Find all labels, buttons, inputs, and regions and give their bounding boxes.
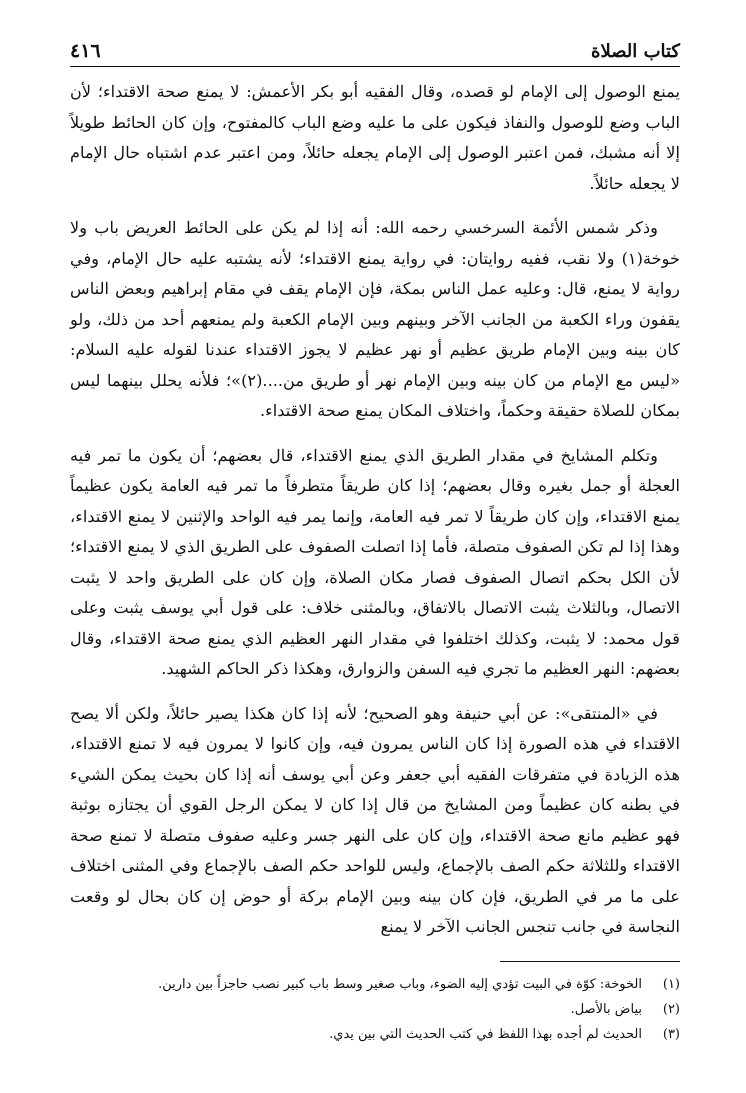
footnote-number: (١) [662, 976, 680, 992]
main-text [70, 77, 680, 943]
footnote-number: (٣) [662, 1026, 680, 1042]
paragraph: يمنع الوصول إلى الإمام لو قصده، وقال الفقيه أبو بكر الأعمش: لا يمنع صحة الاقتداء؛ لأن الباب وضع للوصول والنفاذ فيكون على ما عليه وضع الباب كالمفتوح، وإن كان الحائط طويلاً إلا أنه مشبك، فمن اعتبر الوصول إلى الإمام يجعله حائلاً، ومن اعتبر عدم اشتباه حال الإمام لا يجعله حائلاً. [70, 82, 680, 193]
footnote-number: (٢) [662, 1001, 680, 1017]
paragraph: وتكلم المشايخ في مقدار الطريق الذي يمنع الاقتداء، قال بعضهم؛ أن يكون ما تمر فيه العجلة أو جمل بغيره وقال بعضهم؛ إذا كان طريقاً متطرفاً ما تمر فيه العامة يكون عظيماً يمنع الاقتداء، وإن كان طريقاً لا تمر فيه العامة، وإنما يمر فيه الواحد والإثنين لا يمنع الاقتداء، وهذا إذا لم تكن الصفوف متصلة، فأما إذا اتصلت الصفوف على الطريق الذي لا يمنع الاقتداء؛ لأن الكل بحكم اتصال الصفوف فصار مكان الصلاة، وإن كان على الطريق واحد لا يثبت الاتصال، وبالثلاث يثبت الاتصال بالاتفاق، وبالمثنى خلاف: على قول أبي يوسف يثبت وعلى قول محمد: لا يثبت، وكذلك اختلفوا في مقدار النهر العظيم الذي يمنع صحة الاقتداء، وقال بعضهم: النهر العظيم ما تجري فيه السفن والزوارق، وهكذا ذكر الحاكم الشهيد. [70, 445, 680, 678]
paragraph: وذكر شمس الأئمة السرخسي رحمه الله: أنه إذا لم يكن على الحائط العريض باب ولا خوخة(١) ولا نقب، ففيه روايتان: في رواية يمنع الاقتداء؛ لأنه يشتبه عليه حال الإمام، وفي رواية لا يمنع، قال: وعليه عمل الناس بمكة، فإن الإمام يقف في مقام إبراهيم وبعض الناس يقفون وراء الكعبة من الجانب الآخر وبينهم وبين الإمام الكعبة ولم يمنعهم أحد من ذلك، ولو كان بينه وبين الإمام طريق عظيم أو نهر عظيم لا يجوز الاقتداء عندنا لقوله عليه السلام: «ليس مع الإمام من كان بينه وبين الإمام نهر أو طريق من....(٢)»؛ فلأنه يحلل بينهما ليس بمكان للصلاة حقيقة وحكماً، واختلاف المكان يمنع صحة الاقتداء. [70, 218, 680, 420]
footnote-text: بياض بالأصل. [570, 1001, 642, 1017]
footnote [70, 997, 680, 1022]
footnote-text: الخوخة: كوّة في البيت تؤدي إليه الضوء، وباب صغير وسط باب كبير نصب حاجزاً بين دارين. [158, 976, 642, 992]
chapter-title: كتاب الصلاة [591, 41, 680, 62]
footnote-text: الحديث لم أجده بهذا اللفظ في كتب الحديث التي بين يدي. [329, 1026, 642, 1042]
page-header [70, 34, 680, 67]
page-number: ٤١٦ [70, 40, 101, 62]
paragraph: في «المنتقى»: عن أبي حنيفة وهو الصحيح؛ لأنه إذا كان هكذا يصير حائلاً، ولكن ألا يصح الاقتداء في هذه الصورة إذا كان الناس يمرون فيه، وإن كانوا لا يمرون فيه لا تمنع الاقتداء، هذه الزيادة في متفرقات الفقيه أبي جعفر وعن أبي يوسف أنه إذا كان بحيث يمكن الشيء في بطنه كان عظيماً ومن المشايخ من قال إذا كان لا يمكن الرجل القوي أن يجتازه بوثبة فهو عظيم مانع صحة الاقتداء، وإن كان على النهر جسر وعليه صفوف متصلة لا تمنع صحة الاقتداء وللثلاثة حكم الصف بالإجماع، وليس للواحد حكم الصف بالإجماع وفي المثنى اختلاف على ما مر في الطريق، فإن كان بينه وبين الإمام بركة أو حوض إن كان بحال لو وقعت النجاسة في جانب تنجس الجانب الآخر لا يمنع [70, 703, 680, 936]
footnotes [70, 972, 680, 1047]
footnote [70, 1022, 680, 1047]
footnote [70, 972, 680, 997]
footnote-separator [500, 961, 680, 962]
